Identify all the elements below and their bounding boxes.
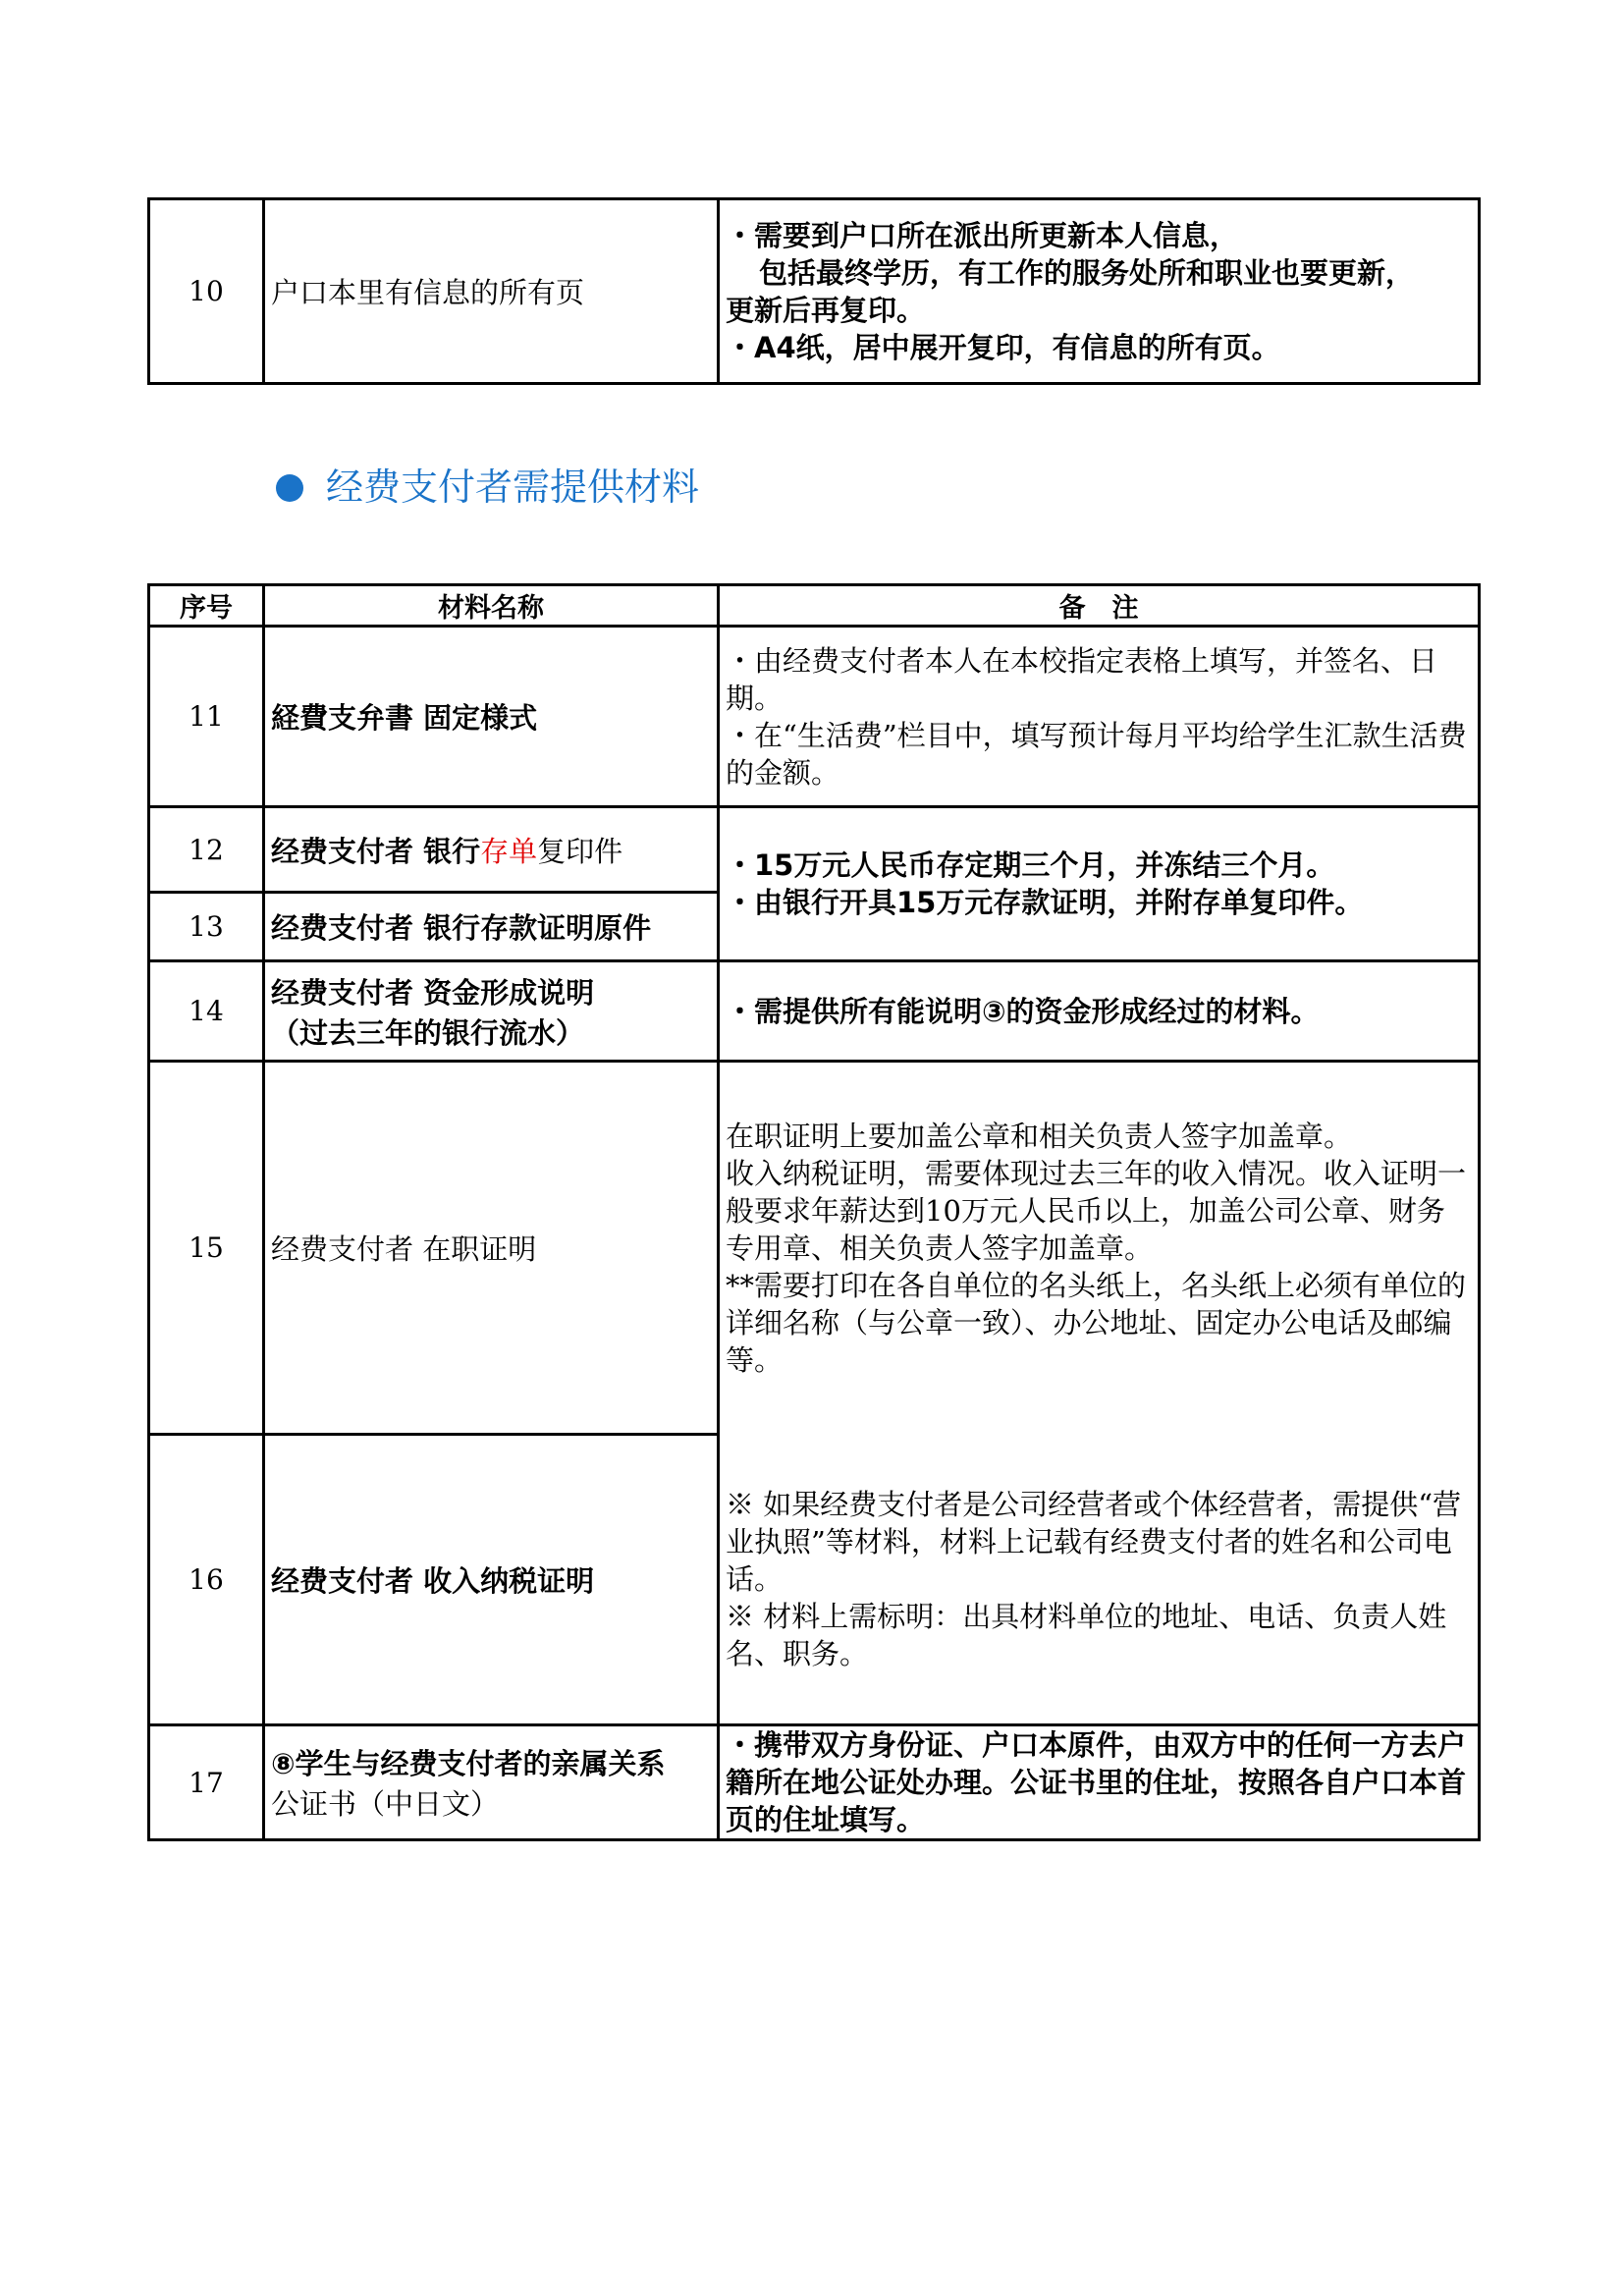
note-line: ・A4纸，居中展开复印，有信息的所有页。 [726,330,1280,364]
notes-cell [719,627,1480,807]
name-part: 经费支付者 银行 [271,834,481,868]
note-line: ・15万元人民币存定期三个月，并冻结三个月。 [726,848,1335,882]
name-line: 公证书（中日文） [271,1787,500,1821]
notes-cell [719,807,1480,961]
top-table [147,197,1481,385]
header-no: 序号 [149,585,264,627]
table-row [149,1725,1480,1840]
table-row [149,627,1480,807]
name-line: ⑧学生与经费支付者的亲属关系 [271,1747,666,1780]
table-row [149,807,1480,893]
note-line: ・需要到户口所在派出所更新本人信息， [726,218,1239,252]
note-line: ・由银行开具15万元存款证明，并附存单复印件。 [726,886,1364,919]
name-line: 经费支付者 资金形成说明 [271,975,595,1010]
notes-cell: ・需提供所有能说明③的资金形成经过的材料。 [719,961,1480,1062]
bullet-dot-icon [276,474,303,502]
note-line: ・由经费支付者本人在本校指定表格上填写，并签名、日期。 [726,643,1438,715]
material-name [264,1725,719,1840]
notes-cell: ・携带双方身份证、户口本原件，由双方中的任何一方去户籍所在地公证处办理。公证书里的住址，按照各自户口本首页的住址填写。 [719,1725,1480,1840]
material-name [264,961,719,1062]
row-number: 14 [149,961,264,1062]
notes-cell [719,1435,1480,1725]
note-line: 收入纳税证明，需要体现过去三年的收入情况。收入证明一般要求年薪达到10万元人民币以上，加盖公司公章、财务专用章、相关负责人签字加盖章。 [726,1157,1467,1266]
row-number: 11 [149,627,264,807]
note-line: ・在“生活费”栏目中，填写预计每月平均给学生汇款生活费的金额。 [726,718,1467,790]
name-highlight: 存单 [480,834,538,868]
note-line: 在职证明上要加盖公章和相关负责人签字加盖章。 [726,1120,1353,1154]
note-line: ※ 材料上需标明：出具材料单位的地址、电话、负责人姓名、职务。 [726,1599,1447,1670]
row-number: 17 [149,1725,264,1840]
material-name: 経費支弁書 固定様式 [264,627,719,807]
table-row [149,961,1480,1062]
table-row [149,1062,1480,1435]
notes-cell [719,1062,1480,1435]
section-title: 经费支付者需提供材料 [326,465,700,509]
materials-table [147,583,1481,1841]
row-number: 10 [149,199,264,384]
note-line: **需要打印在各自单位的名头纸上，名头纸上必须有单位的详细名称（与公章一致）、办公地址、固定办公电话及邮编等。 [726,1269,1467,1378]
name-part: 复印件 [537,834,623,868]
row-number: 16 [149,1435,264,1725]
table-row [149,1435,1480,1725]
note-line: ※ 如果经费支付者是公司经营者或个体经营者，需提供“营业执照”等材料，材料上记载有经费支付者的姓名和公司电话。 [726,1487,1462,1596]
header-name: 材料名称 [264,585,719,627]
notes-cell [719,199,1480,384]
material-name: 经费支付者 在职证明 [264,1062,719,1435]
note-line: 更新后再复印。 [726,293,926,327]
row-number: 12 [149,807,264,893]
header-notes: 备 注 [719,585,1480,627]
row-number: 13 [149,893,264,961]
table-header-row [149,585,1480,627]
row-number: 15 [149,1062,264,1435]
material-name: 户口本里有信息的所有页 [264,199,719,384]
material-name: 经费支付者 收入纳税证明 [264,1435,719,1725]
material-name: 经费支付者 银行存款证明原件 [264,893,719,961]
material-name [264,807,719,893]
table-row [149,199,1480,384]
name-line: （过去三年的银行流水） [271,1015,585,1050]
note-line: 包括最终学历，有工作的服务处所和职业也要更新， [759,255,1415,290]
